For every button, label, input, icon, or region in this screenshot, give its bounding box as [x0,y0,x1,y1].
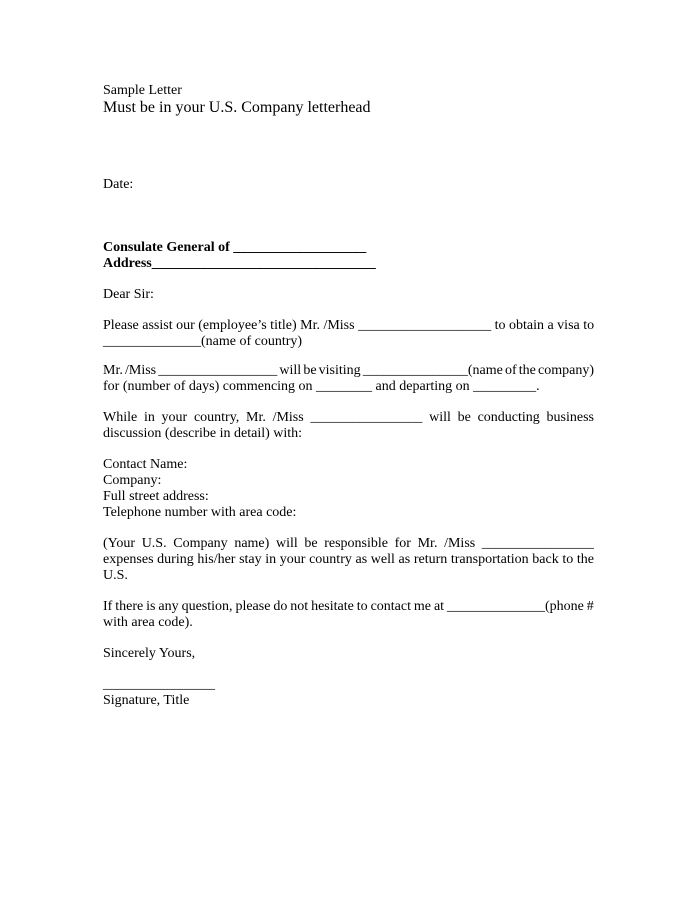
word: will [429,410,451,425]
paragraph-5-line-2: with area code). [103,615,193,630]
signature-title: Signature, Title [103,693,190,708]
paragraph-1-line-1: Please assist our (employee’s title) Mr. /Miss ___________________ to obtain a visa to [103,318,595,333]
paragraph-2-line-1 [103,363,594,379]
sample-label: Sample Letter [103,83,182,98]
paragraph-5-line-1 [103,599,594,615]
word: _________________ [158,363,278,378]
word: be [457,410,471,425]
word: country, [193,410,240,425]
street-address-label: Full street address: [103,489,209,504]
word: While [103,410,138,425]
word: any [158,599,179,614]
word: Mr. [417,536,438,551]
word: (Your [103,536,136,551]
word: do [273,599,288,614]
word: be [304,536,318,551]
word: question, [181,599,233,614]
recipient-address: Address________________________________ [103,256,376,271]
word: to [356,599,368,614]
word: company) [538,363,594,378]
word: /Miss [272,410,304,425]
word: _______________(name [362,363,503,378]
word: return [413,552,448,567]
salutation: Dear Sir: [103,287,154,302]
word: not [290,599,309,614]
company-label: Company: [103,473,162,488]
word: ______________(phone [446,599,584,614]
word: there [115,599,144,614]
word: /Miss [124,363,157,378]
word: conducting [477,410,540,425]
word: for [394,536,411,551]
word: business [546,410,594,425]
word: your [279,552,306,567]
word: at [433,599,445,614]
contact-name-label: Contact Name: [103,457,188,472]
word: as [398,552,411,567]
paragraph-1-line-2: ______________(name of country) [103,334,303,349]
word: stay [239,552,262,567]
word: hesitate [311,599,354,614]
word: will [275,536,298,551]
word: Company [173,536,228,551]
word: back [532,552,559,567]
word: contact [370,599,411,614]
closing: Sincerely Yours, [103,646,196,661]
word: during [157,552,194,567]
word: Mr. [246,410,266,425]
word: will [279,363,302,378]
word: # [586,599,594,614]
word: the [518,363,536,378]
word: of [504,363,517,378]
word: in [143,410,155,425]
paragraph-4-line-3: U.S. [103,568,128,583]
word: transportation [450,552,529,567]
word: to [562,552,574,567]
word: please [235,599,271,614]
word: /Miss [444,536,476,551]
word: expenses [103,552,154,567]
word: If [103,599,113,614]
word: name) [234,536,270,551]
recipient-consulate: Consulate General of ___________________ [103,240,367,255]
word: your [161,410,188,425]
telephone-label: Telephone number with area code: [103,505,297,520]
paragraph-4-line-2 [103,552,594,568]
word: me [413,599,432,614]
word: be [303,363,317,378]
paragraph-3-line-1 [103,410,594,426]
word: his/her [197,552,236,567]
paragraph-4-line-1 [103,536,594,552]
word: in [265,552,277,567]
word: visiting [318,363,361,378]
word: as [355,552,368,567]
word: is [146,599,156,614]
signature-line: ________________ [103,677,215,692]
date-label: Date: [103,177,134,192]
word: Mr. [103,363,123,378]
letterhead-note: Must be in your U.S. Company letterhead [103,99,371,116]
word: responsible [324,536,388,551]
word: well [370,552,395,567]
word: ________________ [481,536,594,551]
word: ________________ [310,410,423,425]
word: the [576,552,594,567]
word: country [309,552,352,567]
paragraph-3-line-2: discussion (describe in detail) with: [103,426,303,441]
word: U.S. [141,536,167,551]
paragraph-2-line-2: for (number of days) commencing on ________ and departing on _________. [103,379,540,394]
